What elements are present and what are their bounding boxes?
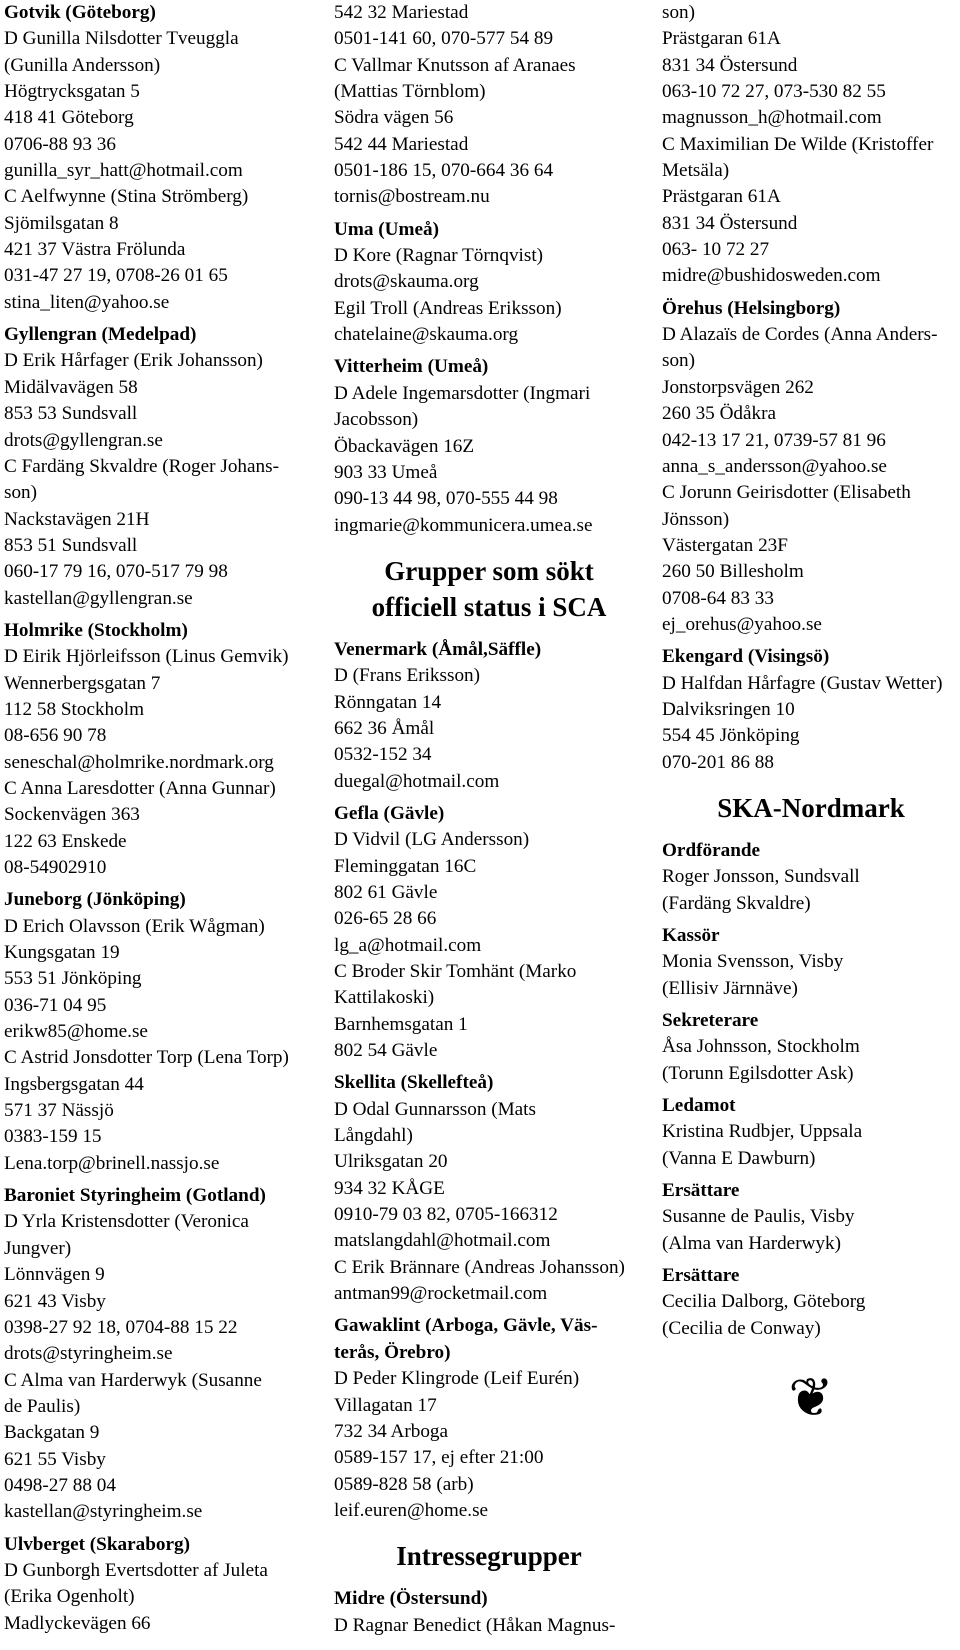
section-heading-line: Intressegrupper xyxy=(396,1541,582,1572)
entry-line: Susanne de Paulis, Visby xyxy=(662,1206,855,1228)
entry-line: Metsäla) xyxy=(662,160,730,182)
entry-heading: Holmrike (Stockholm) xyxy=(4,619,188,641)
entry-line: Sjömilsgatan 8 xyxy=(4,212,119,234)
entry-heading: Midre (Östersund) xyxy=(334,1588,488,1610)
entry-line: 08-54902910 xyxy=(4,857,107,878)
entry-line: 621 43 Visby xyxy=(4,1290,106,1312)
entry-line: 621 55 Visby xyxy=(4,1448,106,1470)
entry-line: Backgatan 9 xyxy=(4,1422,100,1444)
entry-line: 031-47 27 19, 0708-26 01 65 xyxy=(4,265,228,287)
section-heading xyxy=(334,1538,644,1574)
entry-line: Monia Svensson, Visby xyxy=(662,951,844,973)
entry-line: Jönsson) xyxy=(662,508,730,530)
entry-line: Jonstorpsvägen 262 xyxy=(662,376,814,398)
entry-line: C Erik Brännare (Andreas Johansson) xyxy=(334,1256,625,1278)
entry-line: 0532-152 34 xyxy=(334,744,432,766)
entry-line: Prästgaran 61A xyxy=(662,186,781,208)
entry-line: son) xyxy=(662,2,696,23)
entry-line: Egil Troll (Andreas Eriksson) xyxy=(334,297,562,319)
entry-heading: Ersättare xyxy=(662,1180,740,1202)
directory-entry xyxy=(662,644,960,776)
entry-line: Dalviksringen 10 xyxy=(662,698,795,720)
entry-line: (Ellisiv Järnnäve) xyxy=(662,977,798,999)
entry-line: 0910-79 03 82, 0705-166312 xyxy=(334,1204,558,1226)
entry-heading: Uma (Umeå) xyxy=(334,218,439,240)
directory-entry xyxy=(4,322,314,612)
entry-line: (Gunilla Andersson) xyxy=(4,54,161,76)
entry-line: (Torunn Egilsdotter Ask) xyxy=(662,1062,854,1084)
directory-entry xyxy=(334,1313,644,1524)
entry-line: gunilla_syr_hatt@hotmail.com xyxy=(4,160,243,182)
entry-line: Kattilakoski) xyxy=(334,987,435,1009)
entry-heading: Gyllengran (Medelpad) xyxy=(4,324,197,346)
section-heading-line: SKA-Nordmark xyxy=(717,792,905,823)
entry-line: Södra vägen 56 xyxy=(334,107,454,129)
entry-line: Högtrycksgatan 5 xyxy=(4,81,140,103)
entry-line: stina_liten@yahoo.se xyxy=(4,291,170,313)
entry-line: midre@bushidosweden.com xyxy=(662,265,881,287)
entry-line: 112 58 Stockholm xyxy=(4,698,144,720)
entry-line: Villagatan 17 xyxy=(334,1394,437,1416)
entry-line: drots@skauma.org xyxy=(334,271,479,293)
entry-line: ej_orehus@yahoo.se xyxy=(662,613,822,635)
entry-line: 831 34 Östersund xyxy=(662,54,798,76)
entry-heading: Gefla (Gävle) xyxy=(334,802,445,824)
entry-line: 934 32 KÅGE xyxy=(334,1177,445,1199)
entry-line: 070-201 86 88 xyxy=(662,751,774,773)
column-1 xyxy=(4,0,314,1637)
entry-line: 831 34 Östersund xyxy=(662,212,798,234)
directory-entry xyxy=(334,217,644,349)
entry-line: 662 36 Åmål xyxy=(334,717,435,739)
entry-line: D Ragnar Benedict (Håkan Magnus- xyxy=(334,1614,616,1636)
entry-line: (Fardäng Skvaldre) xyxy=(662,892,811,914)
entry-heading: Gawaklint (Arboga, Gävle, Väs- xyxy=(334,1315,598,1337)
entry-heading: Örehus (Helsingborg) xyxy=(662,297,841,319)
entry-line: Midälvavägen 58 xyxy=(4,376,138,398)
entry-line: D Peder Klingrode (Leif Eurén) xyxy=(334,1368,580,1390)
entry-heading: Baroniet Styringheim (Gotland) xyxy=(4,1185,266,1207)
column-3 xyxy=(662,0,960,1428)
entry-line: 0398-27 92 18, 0704-88 15 22 xyxy=(4,1316,238,1338)
entry-line: 418 41 Göteborg xyxy=(4,107,134,129)
entry-line: 090-13 44 98, 070-555 44 98 xyxy=(334,488,558,510)
entry-line: C Broder Skir Tomhänt (Marko xyxy=(334,961,577,982)
entry-line: son) xyxy=(662,350,696,372)
entry-line: C Astrid Jonsdotter Torp (Lena Torp) xyxy=(4,1047,289,1069)
entry-line: Jacobsson) xyxy=(334,409,419,431)
entry-line: 0383-159 15 xyxy=(4,1126,102,1148)
entry-heading: Ekengard (Visingsö) xyxy=(662,646,830,668)
entry-heading: Juneborg (Jönköping) xyxy=(4,889,186,911)
entry-line: Sockenvägen 363 xyxy=(4,804,140,826)
entry-line: D Alazaïs de Cordes (Anna Anders- xyxy=(662,324,938,346)
entry-line: 0498-27 88 04 xyxy=(4,1474,116,1496)
entry-line: C Fardäng Skvaldre (Roger Johans- xyxy=(4,455,279,477)
entry-line: D Erich Olavsson (Erik Wågman) xyxy=(4,915,265,937)
entry-line: Jungver) xyxy=(4,1237,72,1259)
entry-line: anna_s_andersson@yahoo.se xyxy=(662,455,887,477)
entry-line: kastellan@styringheim.se xyxy=(4,1501,203,1523)
directory-entry xyxy=(662,0,960,290)
entry-line: (Vanna E Dawburn) xyxy=(662,1147,816,1169)
section-heading xyxy=(334,553,644,625)
entry-line: 026-65 28 66 xyxy=(334,908,437,930)
entry-line: tornis@bostream.nu xyxy=(334,186,490,208)
directory-entry xyxy=(662,1178,960,1257)
directory-entry xyxy=(662,296,960,638)
directory-entry xyxy=(334,801,644,1064)
directory-entry xyxy=(662,1093,960,1172)
entry-line: duegal@hotmail.com xyxy=(334,770,500,792)
entry-line: (Mattias Törnblom) xyxy=(334,81,486,103)
directory-entry xyxy=(4,1532,314,1637)
entry-line: Västergatan 23F xyxy=(662,534,788,556)
entry-line: 853 51 Sundsvall xyxy=(4,534,138,556)
entry-heading: Venermark (Åmål,Säffle) xyxy=(334,638,542,660)
entry-line: 542 44 Mariestad xyxy=(334,133,469,155)
entry-line: ingmarie@kommunicera.umea.se xyxy=(334,514,593,536)
entry-heading: Sekreterare xyxy=(662,1010,759,1032)
entry-line: 060-17 79 16, 070-517 79 98 xyxy=(4,561,228,583)
entry-heading: Ersättare xyxy=(662,1265,740,1287)
entry-line: antman99@rocketmail.com xyxy=(334,1283,548,1305)
section-heading-line: officiell status i SCA xyxy=(371,591,607,622)
section-heading xyxy=(662,790,960,826)
entry-line: C Alma van Harderwyk (Susanne xyxy=(4,1369,262,1391)
entry-line: 0589-828 58 (arb) xyxy=(334,1473,474,1495)
entry-line: 08-656 90 78 xyxy=(4,725,107,747)
directory-entry xyxy=(662,838,960,917)
directory-entry xyxy=(4,1183,314,1525)
entry-line: leif.euren@home.se xyxy=(334,1499,489,1521)
entry-line: son) xyxy=(4,482,38,504)
entry-line: 903 33 Umeå xyxy=(334,461,438,483)
entry-line: erikw85@home.se xyxy=(4,1021,148,1043)
entry-line: lg_a@hotmail.com xyxy=(334,934,482,956)
directory-entry xyxy=(334,1586,644,1639)
entry-heading: Gotvik (Göteborg) xyxy=(4,2,156,23)
entry-line: 802 61 Gävle xyxy=(334,881,438,903)
entry-line: D Yrla Kristensdotter (Veronica xyxy=(4,1211,249,1233)
directory-entry xyxy=(334,637,644,795)
entry-line: matslangdahl@hotmail.com xyxy=(334,1230,551,1252)
entry-line: 0708-64 83 33 xyxy=(662,587,774,609)
entry-line: seneschal@holmrike.nordmark.org xyxy=(4,751,274,773)
entry-line: C Aelfwynne (Stina Strömberg) xyxy=(4,186,249,208)
entry-line: C Anna Laresdotter (Anna Gunnar) xyxy=(4,777,276,799)
entry-line: Ingsbergsgatan 44 xyxy=(4,1073,144,1095)
entry-line: 0501-141 60, 070-577 54 89 xyxy=(334,28,554,50)
entry-line: Kungsgatan 19 xyxy=(4,942,120,964)
entry-line: (Erika Ogenholt) xyxy=(4,1586,135,1608)
directory-entry xyxy=(4,618,314,881)
entry-line: C Jorunn Geirisdotter (Elisabeth xyxy=(662,482,911,504)
entry-line: 260 50 Billesholm xyxy=(662,561,804,583)
directory-entry xyxy=(662,923,960,1002)
entry-line: 0501-186 15, 070-664 36 64 xyxy=(334,160,554,182)
entry-line: drots@styringheim.se xyxy=(4,1343,173,1365)
entry-heading: terås, Örebro) xyxy=(334,1341,451,1363)
directory-entry xyxy=(4,887,314,1177)
entry-line: 553 51 Jönköping xyxy=(4,968,142,990)
directory-entry xyxy=(334,354,644,538)
directory-entry xyxy=(334,0,644,211)
directory-entry xyxy=(662,1008,960,1087)
entry-line: D Halfdan Hårfagre (Gustav Wetter) xyxy=(662,672,943,694)
entry-heading: Kassör xyxy=(662,925,720,946)
entry-line: Madlyckevägen 66 xyxy=(4,1612,151,1634)
entry-line: Ulriksgatan 20 xyxy=(334,1151,448,1173)
column-2 xyxy=(334,0,644,1639)
entry-line: Öbackavägen 16Z xyxy=(334,435,475,457)
entry-line: 571 37 Nässjö xyxy=(4,1100,114,1122)
entry-line: 421 37 Västra Frölunda xyxy=(4,239,186,261)
entry-line: Lönnvägen 9 xyxy=(4,1264,105,1286)
entry-line: 036-71 04 95 xyxy=(4,994,107,1016)
entry-line: 0706-88 93 36 xyxy=(4,133,116,155)
entry-line: kastellan@gyllengran.se xyxy=(4,587,193,609)
entry-line: D Gunborgh Evertsdotter af Juleta xyxy=(4,1559,268,1581)
entry-line: D (Frans Eriksson) xyxy=(334,665,481,687)
entry-line: de Paulis) xyxy=(4,1395,81,1417)
entry-heading: Ulvberget (Skaraborg) xyxy=(4,1533,190,1555)
entry-line: 042-13 17 21, 0739-57 81 96 xyxy=(662,429,886,451)
entry-line: D Adele Ingemarsdotter (Ingmari xyxy=(334,382,591,404)
entry-line: Roger Jonsson, Sundsvall xyxy=(662,866,860,888)
entry-line: 122 63 Enskede xyxy=(4,830,127,852)
directory-entry xyxy=(4,0,314,316)
entry-line: 0589-157 17, ej efter 21:00 xyxy=(334,1447,544,1469)
entry-line: drots@gyllengran.se xyxy=(4,429,163,451)
entry-line: C Vallmar Knutsson af Aranaes xyxy=(334,54,576,76)
entry-line: D Vidvil (LG Andersson) xyxy=(334,829,530,851)
entry-line: D Odal Gunnarsson (Mats xyxy=(334,1098,536,1120)
entry-line: Barnhemsgatan 1 xyxy=(334,1013,468,1035)
entry-line: 542 32 Mariestad xyxy=(334,2,469,23)
entry-line: 063-10 72 27, 073-530 82 55 xyxy=(662,81,886,103)
entry-line: D Kore (Ragnar Törnqvist) xyxy=(334,245,544,267)
directory-entry xyxy=(662,1263,960,1342)
entry-heading: Skellita (Skellefteå) xyxy=(334,1072,494,1094)
entry-line: 554 45 Jönköping xyxy=(662,725,800,747)
entry-line: 732 34 Arboga xyxy=(334,1420,449,1442)
entry-line: magnusson_h@hotmail.com xyxy=(662,107,882,129)
entry-line: 260 35 Ödåkra xyxy=(662,403,777,425)
entry-line: Långdahl) xyxy=(334,1125,413,1147)
directory-entry xyxy=(334,1070,644,1307)
entry-line: Lena.torp@brinell.nassjo.se xyxy=(4,1152,220,1174)
entry-line: Rönngatan 14 xyxy=(334,691,442,713)
entry-line: Nackstavägen 21H xyxy=(4,508,150,530)
entry-heading: Ordförande xyxy=(662,839,761,861)
entry-line: D Eirik Hjörleifsson (Linus Gemvik) xyxy=(4,646,289,668)
entry-heading: Vitterheim (Umeå) xyxy=(334,356,489,378)
entry-line: chatelaine@skauma.org xyxy=(334,324,519,346)
entry-line: Åsa Johnsson, Stockholm xyxy=(662,1036,860,1058)
entry-line: 802 54 Gävle xyxy=(334,1040,438,1062)
entry-line: 853 53 Sundsvall xyxy=(4,403,138,425)
entry-line: Fleminggatan 16C xyxy=(334,855,477,877)
entry-line: Kristina Rudbjer, Uppsala xyxy=(662,1121,863,1143)
entry-line: (Cecilia de Conway) xyxy=(662,1317,821,1339)
entry-line: Wennerbergsgatan 7 xyxy=(4,672,161,694)
section-heading-line: Grupper som sökt xyxy=(384,555,594,586)
entry-line: D Erik Hårfager (Erik Johansson) xyxy=(4,350,263,372)
entry-line: Prästgaran 61A xyxy=(662,28,781,50)
entry-line: Cecilia Dalborg, Göteborg xyxy=(662,1291,866,1313)
fleuron-ornament-icon: ❦ xyxy=(788,1368,834,1429)
entry-heading: Ledamot xyxy=(662,1095,736,1117)
entry-line: C Maximilian De Wilde (Kristoffer xyxy=(662,133,934,155)
entry-line: 063- 10 72 27 xyxy=(662,239,770,261)
entry-line: D Gunilla Nilsdotter Tveuggla xyxy=(4,28,239,50)
entry-line: (Alma van Harderwyk) xyxy=(662,1232,842,1254)
